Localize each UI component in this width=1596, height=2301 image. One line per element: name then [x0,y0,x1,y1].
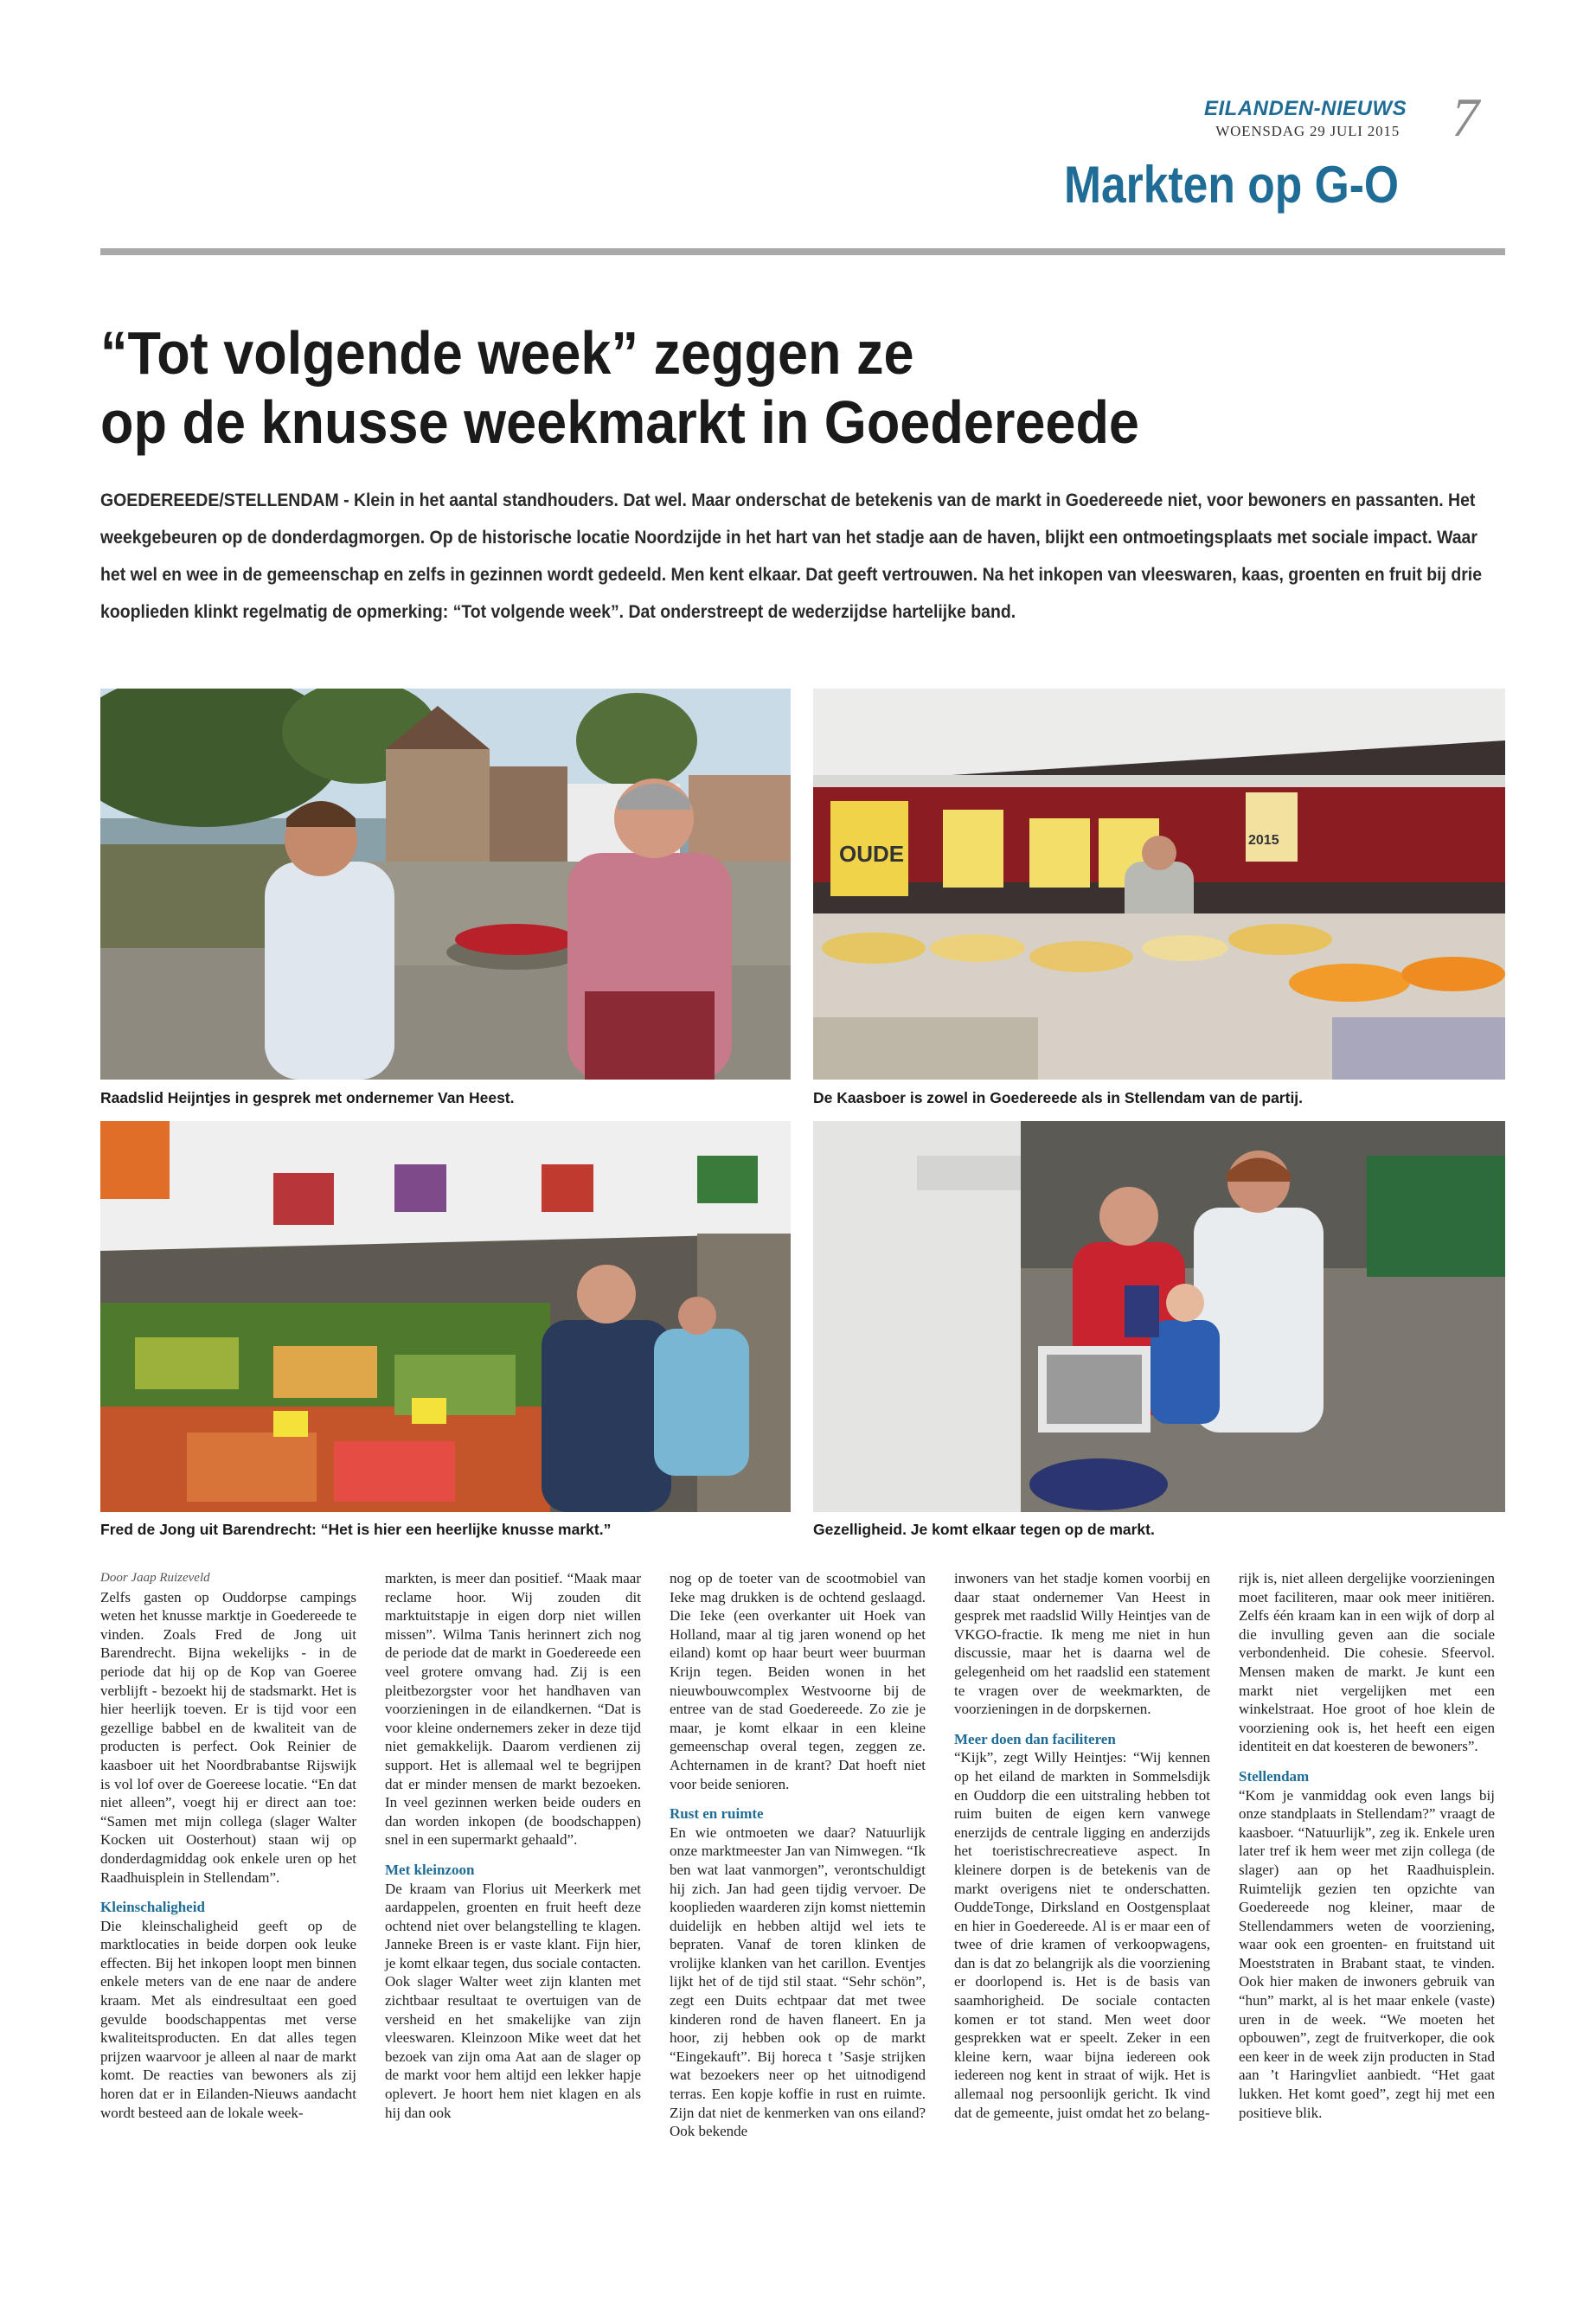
issue-date: WOENSDAG 29 JULI 2015 [1215,123,1400,139]
intro-paragraph: GOEDEREEDE/STELLENDAM - Klein in het aantal standhouders. Dat wel. Maar onderschat de betekenis van de markt in Goedereede niet, voor bewoners en passanten. Het weekgebeuren op de donderdagmorgen. Op de historische locatie Noordzijde in het hart van het stadje aan de haven, blijkt een ontmoetingsplaats met sociale impact. Waar het wel en wee in de gemeenschap en zelfs in gezinnen wordt gedeeld. Men kent elkaar. Dat geeft vertrouwen. Na het inkopen van vleeswaren, kaas, groenten en fruit bij drie kooplieden klinkt regelmatig de opmerking: “Tot volgende week”. Dat onderstreept de wederzijdse hartelijke band. [100,490,1483,622]
masthead [1204,97,1407,140]
headline [100,318,1377,457]
subheading-meer-doen-dan-faciliteren: Meer doen dan faciliteren [954,1730,1116,1747]
column-5-paragraph-2: “Kom je vanmiddag ook even langs bij onze standplaats in Stellendam?” vraagt de kaasboer. “Natuurlijk”, zeg ik. Enkele uren later tref ik hem weer met zijn collega (de slager) aan op het Raadhuisplein. Ruimtelijk gezien ten opzichte van Goedereede nog kleiner, maar de Stellendammers weten de voorziening, waar ook een groenten- en fruitstand uit Moeststraten in Brabant staat, te vinden. Ook hier maken de inwoners gebruik van “hun” markt, al is het maar enkele (vaste) uren in de week. “We moeten het opbouwen”, zegt de fruitverkoper, die ook een keer in de week zijn producten in Stad aan ’t Haringvliet aanbiedt. “Het gaat lukken. Het komt goed”, zegt hij met een positieve blik. [1239,1786,1495,2121]
column-3-paragraph-1: nog op de toeter van de scootmobiel van Ieke mag drukken is de ochtend geslaagd. Die Ieke (een overkanter uit Hoek van Holland, maar al tig jaren wonend op het eiland) komt op haar beurt weer buurman Krijn tegen. Beiden wonen in het nieuwbouwcomplex Westvoorne bij de entree van de stad Goedereede. Zo zie je maar, je komt elkaar in een kleine gemeenschap overal tegen, zeggen ze. Achternamen in de krant? Dat hoeft niet voor beide senioren. [670,1570,926,1792]
article-column-4 [954,1569,1210,2122]
page-number: 7 [1452,87,1479,148]
photo-fruit-stall [100,1121,791,1512]
photo-caption-fruit-stall: Fred de Jong uit Barendrecht: “Het is hier een heerlijke knusse markt.” [100,1521,612,1538]
cheese-sign-label: OUDE [839,841,905,867]
column-2-paragraph-1: markten, is meer dan positief. “Maak maar reclame hoor. Wij zouden dit marktuitstapje in eigen dorp niet willen missen”. Wilma Tanis herinnert zich nog de periode dat de markt in Goedereede een veel grotere omvang had. Zij is een pleitbezorgster voor het handhaven van voorzieningen in de eilandkernen. “Dat is voor kleine ondernemers zeker in deze tijd niet gemakkelijk. Daarom verdienen zij support. Het is allemaal wel te begrijpen dat er minder mensen de markt bezoeken. In veel gezinnen werken beide ouders en dan worden inkopen (de boodschappen) snel in een supermarkt gehaald”. [385,1570,641,1849]
column-5-paragraph-1: rijk is, niet alleen dergelijke voorzieningen moet faciliteren, maar ook meer initiëren. Zelfs één kraam kan in een wijk of dorp al die invulling geven aan die sociale verbondenheid. Die cohesie. Sfeervol. Mensen maken de markt. Je kunt een markt niet vergelijken met een winkelstraat. Hoe groot of hoe klein de voorziening ook is, het heeft een eigen identiteit en dat koesteren de bewoners”. [1239,1570,1495,1755]
newspaper-logo: EILANDEN-NIEUWS [1204,97,1407,120]
photo-caption-cheese-stall: De Kaasboer is zowel in Goedereede als in Stellendam van de partij. [813,1089,1304,1106]
column-3-paragraph-2: En wie ontmoeten we daar? Natuurlijk onze marktmeester Jan van Nimwegen. “Ik ben wat laat vanmorgen”, verontschuldigt hij zich. Jan had geen tijdig vervoer. De kooplieden waarderen zijn komst niettemin duidelijk en hebben altijd wel iets te bepraten. Vanaf de toren klinken de vrolijke klanken van het carillon. Eventjes lijkt het of de tijd stil staat. “Sehr schön”, zegt een Duits echtpaar dat met twee kinderen rond de haven flaneert. En ja hoor, zij hebben ook op de markt “Eingekauft”. Bij horeca t ’Sasje strijken wat bezoekers neer op het uitnodigend terras. Een kopje koffie in rust en ruimte. Zijn dat niet de kenmerken van ons eiland? Ook bekende [670,1823,926,2140]
headline-line-2: op de knusse weekmarkt in Goedereede [100,388,1139,456]
subheading-kleinschaligheid: Kleinschaligheid [100,1899,205,1916]
headline-line-1: “Tot volgende week” zeggen ze [100,319,914,387]
subheading-rust-en-ruimte: Rust en ruimte [670,1805,764,1823]
column-4-paragraph-2: “Kijk”, zegt Willy Heintjes: “Wij kennen op het eiland de markten in Sommelsdijk en Ouddorp die een uitstraling hebben tot ruim buiten de eigen kern vanwege enerzijds de centrale ligging en anderzijds het toeristischrecreatieve aspect. In kleinere dorpen is de betekenis van de markt overigens niet te onderschatten. OuddeTonge, Dirksland en Oostgensplaat en hier in Goedereede. Al is er maar een of twee of drie kramen of verkoopwagens, dan is dat zo belangrijk als die voorziening er doorlopend is. Het is de basis van saamhorigheid. De sociale contacten komen er tot stand. Men weet door gesprekken wat er speelt. Zeker in een kleine kern, waar bijna iedereen ook iedereen nog kent in straat of wijk. Het is allemaal nog persoonlijk gericht. Ik vind dat de gemeente, juist omdat het zo belang- [954,1749,1210,2121]
subheading-stellendam: Stellendam [1239,1767,1310,1785]
column-1-paragraph-2: Die kleinschaligheid geeft op de marktlocaties in beide dorpen ook leuke effecten. Bij het inkopen loopt men binnen enkele meters van de ene naar de andere kraam. Met als eindresultaat een goed gevulde boodschappentas met verse kwaliteitsproducten. En dat alles tegen prijzen waarvoor je alleen al naar de markt komt. De reacties van bewoners als zij horen dat er in Eilanden-Nieuws aandacht wordt besteed aan de lokale week- [100,1917,356,2121]
photo-visitors [813,1121,1505,1512]
section-title: Markten op G-O [1063,156,1399,214]
photo-caption-visitors: Gezelligheid. Je komt elkaar tegen op de markt. [813,1521,1155,1538]
article-body [100,1569,1505,2261]
article-column-1 [100,1569,356,2122]
photo-caption-conversation: Raadslid Heijntjes in gesprek met ondernemer Van Heest. [100,1089,515,1106]
column-4-paragraph-1: inwoners van het stadje komen voorbij en daar staat ondernemer Van Heest in gesprek met raadslid Willy Heintjes van de VKGO-fractie. Ik meng me niet in hun discussie, maar het is daarna wel de gelegenheid om het raadslid een statement te vragen over de weekmarkten, de voorzieningen in de dorpskernen. [954,1570,1210,1718]
article-column-5 [1239,1569,1495,2122]
header-rule [100,248,1505,255]
subheading-met-kleinzoon: Met kleinzoon [385,1861,475,1878]
article-column-2 [385,1569,641,2122]
article-column-3 [670,1569,926,2141]
photo-conversation [100,689,791,1080]
column-2-paragraph-2: De kraam van Florius uit Meerkerk met aardappelen, groenten en fruit heeft deze ochtend niet over belangstelling te klagen. Janneke Breen is er vaste klant. Fijn hier, je komt elkaar tegen, dus sociale contacten. Ook slager Walter weet zijn klanten met zichtbaar resultaat te overtuigen van de versheid en het smakelijke van zijn vleeswaren. Kleinzoon Mike weet dat het bezoek van zijn oma Aat aan de slager op de markt voor hem altijd een lekker hapje oplevert. Je hoort hem niet klagen en als hij dan ook [385,1880,641,2121]
column-1-paragraph-1: Zelfs gasten op Ouddorpse campings weten het knusse marktje in Goedereede te vinden. Zoals Fred de Jong uit Barendrecht. Bijna wekelijks - in de periode dat hij op de Kop van Goeree verblijft - bezoekt hij de stadsmarkt. Het is hier heerlijk toeven. Er is tijd voor een gezellige babbel en de kwaliteit van de producten is perfect. Ook Reinier de kaasboer uit het Noordbrabantse Rijswijk is vol lof over de Goereese locatie. “En dat niet alleen”, voegt hij er direct aan toe: “Samen met mijn collega (slager Walter Kocken uit Oosterhout) staan wij op donderdagmiddag ook enkele uren op het Raadhuisplein in Stellendam”. [100,1588,356,1886]
cheese-sign-year: 2015 [1248,833,1279,848]
byline: Door Jaap Ruizeveld [100,1571,210,1585]
photo-cheese-stall [813,689,1505,1080]
